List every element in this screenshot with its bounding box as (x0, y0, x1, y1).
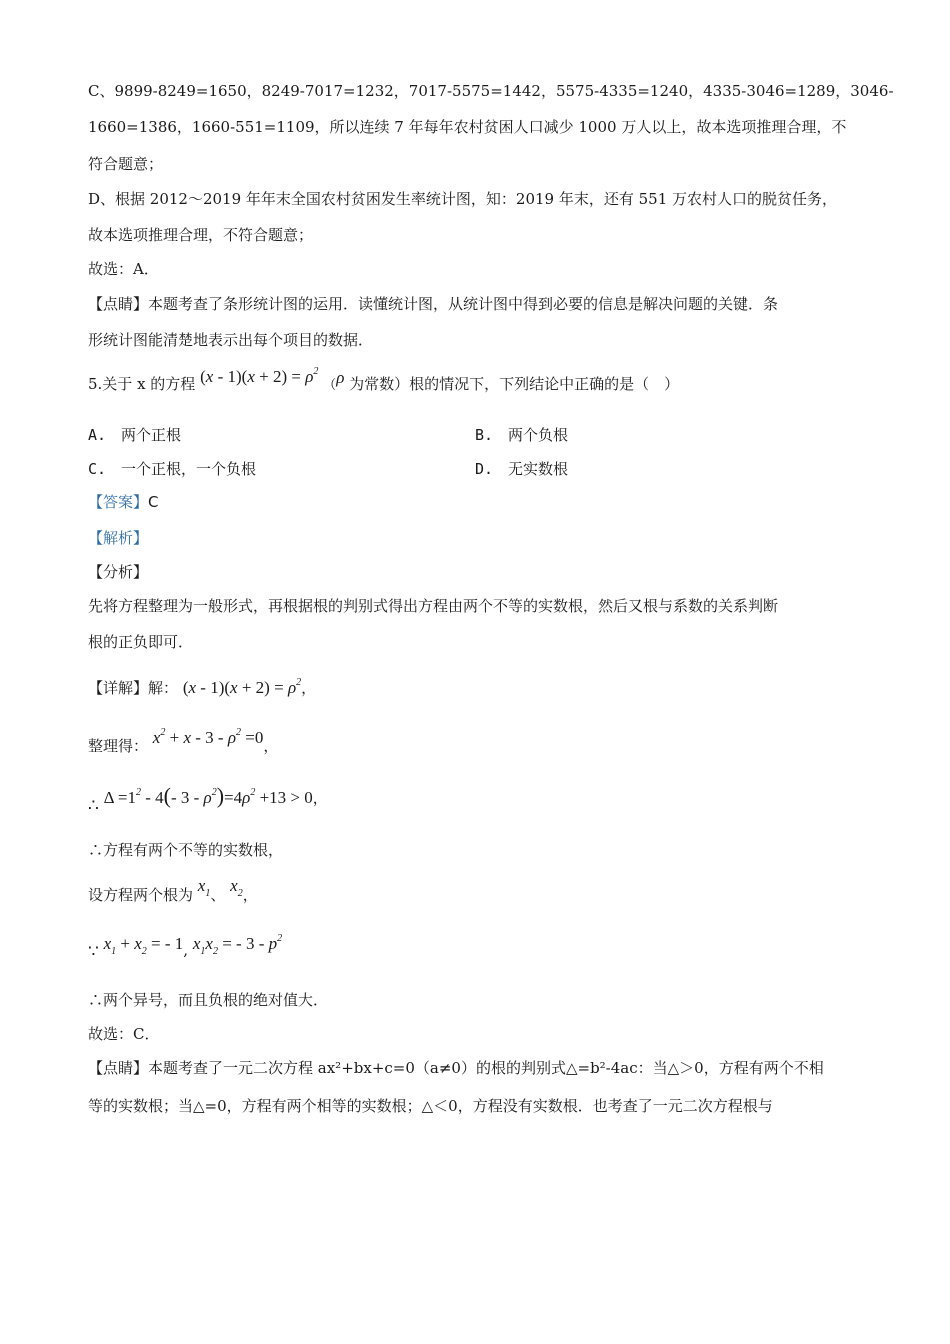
discriminant-line: ∴ $\Delta =1^2 - 4(-$ $3 - \rho^2)=4\rho^2 +13 > 0$， (88, 783, 328, 816)
answer-tag: 【答案】 (88, 493, 149, 511)
because-symbol: ∵ (88, 942, 99, 962)
option-c-line-2: 1660=1386，1660-551=1109，所以连续 7 年每年农村贫困人口减少 1000 万人以上，故本选项推理合理，不 (88, 118, 847, 136)
analysis-tag: 【解析】 (88, 529, 149, 547)
fenxi-line-1: 先将方程整理为一般形式，再根据根的判别式得出方程由两个不等的实数根，然后又根与系数的关系判断 (88, 597, 779, 615)
dianjing-1-line-2: 形统计图能清楚地表示出每个项目的数据． (88, 331, 374, 349)
two-roots-line: ∴方程有两个不等的实数根， (88, 841, 284, 859)
detail-line: 【详解】解： $(x - 1)(x + 2) = \rho^2$， (88, 677, 317, 697)
choose-a-line: 故选：A． (88, 260, 159, 278)
vieta-sum: $x_1 + x_2$ = - 1 (103, 934, 184, 957)
opposite-sign-line: ∴两个异号，而且负根的绝对值大． (88, 991, 329, 1009)
question-5-paren: （ (323, 378, 337, 393)
dianjing-2-tag: 【点睛】 (88, 1059, 149, 1077)
detail-tag: 【详解】 (88, 679, 149, 697)
therefore-symbol: ∴ (88, 796, 99, 816)
option-c-line-3: 符合题意； (88, 155, 164, 173)
detail-equation: $(x - 1)(x + 2) = \rho^2$ (182, 677, 302, 697)
arrange-equation: $x^2 + x - 3 - \rho^2 =0$ (152, 727, 264, 747)
answer-value: C (148, 493, 159, 511)
rho-symbol: ρ (336, 368, 345, 387)
choice-b: B. 两个负根 (475, 426, 569, 444)
let-roots-label: 设方程两个根为 (88, 886, 194, 904)
separator: 、 (210, 886, 226, 904)
option-d-line-1: D、根据 2012～2019 年年末全国农村贫困发生率统计图，知：2019 年末，还有 551 万农村人口的脱贫任务， (88, 190, 838, 208)
choice-a: A. 两个正根 (88, 426, 182, 444)
dianjing-1-tag: 【点睛】 (88, 295, 149, 313)
question-5-suffix: 为常数）根的情况下，下列结论中正确的是（ ） (349, 375, 680, 393)
arrange-line: 整理得： $x^2 + x - 3 - \rho^2 =0$， (88, 727, 279, 755)
question-5-stem (88, 366, 680, 397)
dianjing-2-line-1 (88, 1058, 824, 1078)
dianjing-1-line-1 (88, 294, 778, 314)
root-x1: $x_1$ (197, 876, 211, 899)
choice-d: D. 无实数根 (475, 460, 569, 478)
option-d-line-2: 故本选项推理合理，不符合题意； (88, 226, 314, 244)
question-5-prefix: 5.关于 x 的方程 (88, 375, 196, 393)
question-5-equation: $(x - 1)(x + 2) = \rho^2$ (200, 366, 319, 386)
vieta-line: ∵ $x_1 + x_2$ = - 1, $x_1x_2$ = - $3 - p^2$ (88, 933, 283, 962)
discriminant-equation: $\Delta =1^2 - 4(-$ $3 - \rho^2)=4\rho^2 +13 > 0$ (103, 783, 313, 808)
answer-line (88, 492, 159, 512)
dianjing-2-line-2: 等的实数根；当△=0，方程有两个相等的实数根；△＜0，方程没有实数根．也考查了一元二次方程根与 (88, 1097, 773, 1115)
dianjing-1-text: 本题考查了条形统计图的运用．读懂统计图，从统计图中得到必要的信息是解决问题的关键．条 (148, 295, 779, 313)
vieta-product: $x_1x_2$ = - $3 - p^2$ (192, 933, 283, 957)
fenxi-line-2: 根的正负即可． (88, 633, 194, 651)
option-c-line-1: C、9899-8249=1650，8249-7017=1232，7017-5575=1442，5575-4335=1240，4335-3046=1289，3046- (88, 82, 894, 100)
choice-c: C. 一个正根，一个负根 (88, 460, 257, 478)
root-x2: $x_2$ (230, 876, 243, 899)
fenxi-tag: 【分析】 (88, 563, 149, 581)
choose-c-line: 故选：C． (88, 1025, 160, 1043)
detail-solve: 解： (148, 679, 179, 697)
let-roots-line: 设方程两个根为 $x_1$、 $x_2$， (88, 876, 258, 904)
arrange-label: 整理得： (88, 737, 149, 755)
dianjing-2-text: 本题考查了一元二次方程 ax²+bx+c=0（a≠0）的根的判别式△=b²-4ac：当△＞0，方程有两个不相 (148, 1059, 824, 1077)
